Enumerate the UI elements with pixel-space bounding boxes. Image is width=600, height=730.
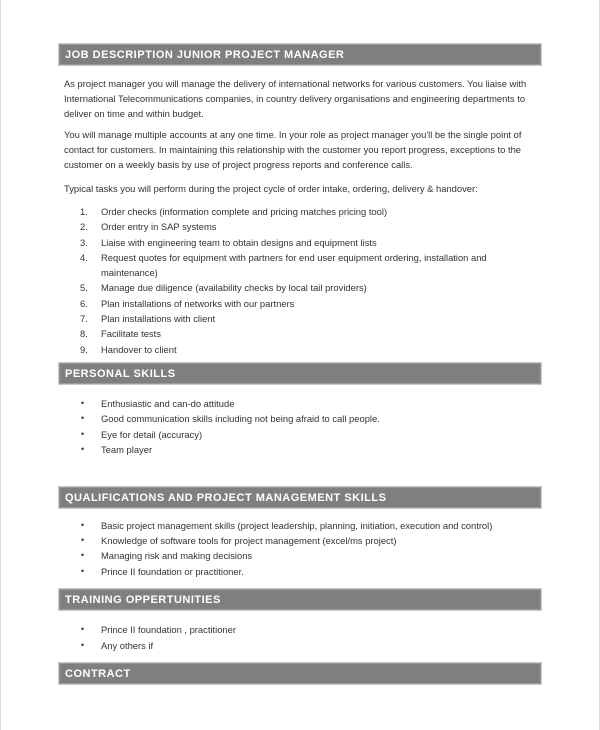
bullet-icon: • bbox=[81, 624, 85, 635]
section-header-personal-skills: PERSONAL SKILLS bbox=[59, 363, 541, 384]
list-item-text: Liaise with engineering team to obtain designs and equipment lists bbox=[101, 236, 377, 248]
list-number: 2. bbox=[80, 221, 88, 233]
bullet-icon: • bbox=[81, 550, 85, 561]
section-header-training: TRAINING OPPERTUNITIES bbox=[59, 589, 541, 610]
list-item bbox=[59, 638, 541, 653]
bullet-icon: • bbox=[81, 444, 85, 455]
list-item-text: Plan installations of networks with our partners bbox=[101, 297, 295, 309]
list-item bbox=[59, 326, 541, 341]
section-header-job-description: JOB DESCRIPTION JUNIOR PROJECT MANAGER bbox=[59, 44, 541, 65]
list-item-text: Handover to client bbox=[101, 343, 177, 355]
list-item bbox=[59, 442, 541, 457]
bullet-icon: • bbox=[81, 519, 85, 530]
qualifications-list bbox=[59, 518, 541, 580]
list-item bbox=[59, 250, 541, 281]
list-item bbox=[59, 396, 541, 411]
bullet-icon: • bbox=[81, 397, 85, 408]
list-item bbox=[59, 518, 541, 533]
list-item bbox=[59, 311, 541, 326]
list-number: 4. bbox=[80, 251, 88, 263]
list-item-text: Managing risk and making decisions bbox=[101, 550, 253, 562]
personal-skills-list bbox=[59, 396, 541, 458]
paragraph-intro: As project manager you will manage the delivery of international networks for various customers. You liaise with International Telecommunications companies, in country delivery organisations and engineering departments to deliver on time and within budget. bbox=[64, 78, 527, 119]
list-item bbox=[59, 548, 541, 563]
list-item bbox=[59, 564, 541, 579]
list-number: 3. bbox=[80, 236, 88, 248]
list-item-text: Facilitate tests bbox=[101, 328, 161, 340]
bullet-icon: • bbox=[81, 565, 85, 576]
list-item bbox=[59, 280, 541, 295]
list-number: 1. bbox=[80, 206, 88, 217]
list-item-text: Team player bbox=[101, 444, 153, 456]
bullet-icon: • bbox=[81, 413, 85, 424]
list-item bbox=[59, 342, 541, 357]
list-item bbox=[59, 411, 541, 426]
list-item bbox=[59, 296, 541, 311]
bullet-icon: • bbox=[81, 535, 85, 545]
list-item-text: Knowledge of software tools for project management (excel/ms project) bbox=[101, 535, 397, 546]
list-number: 7. bbox=[80, 313, 88, 325]
list-item-text: Plan installations with client bbox=[101, 313, 216, 325]
list-item-text: Eye for detail (accuracy) bbox=[101, 428, 203, 440]
list-number: 8. bbox=[80, 328, 88, 340]
list-number: 6. bbox=[80, 297, 88, 309]
section-header-contract: CONTRACT bbox=[59, 663, 541, 684]
bullet-icon: • bbox=[81, 428, 85, 439]
list-number: 5. bbox=[80, 282, 88, 294]
list-item bbox=[59, 533, 541, 548]
list-item bbox=[59, 235, 541, 250]
list-item bbox=[59, 427, 541, 442]
document-content bbox=[59, 44, 541, 684]
paragraph-accounts: You will manage multiple accounts at any one time. In your role as project manager you'll be the single point of contact for customers. In maintaining this relationship with the customer you report progress, exceptions to the customer on a weekly basis by use of project progress reports and conference calls. bbox=[64, 129, 522, 170]
list-item-text: Prince II foundation or practitioner. bbox=[101, 565, 244, 577]
list-item bbox=[59, 219, 541, 234]
training-list bbox=[59, 622, 541, 653]
bullet-icon: • bbox=[81, 639, 85, 650]
list-item bbox=[59, 622, 541, 637]
list-item-text: Any others if bbox=[101, 639, 154, 651]
list-item bbox=[59, 204, 541, 219]
list-item-text: Prince II foundation , practitioner bbox=[101, 624, 236, 636]
list-item-text: Enthusiastic and can-do attitude bbox=[101, 397, 235, 409]
list-item-text: Basic project management skills (project leadership, planning, initiation, execution and control) bbox=[101, 519, 493, 531]
task-list bbox=[59, 204, 541, 357]
list-item-text: Manage due diligence (availability checks by local tail providers) bbox=[101, 282, 367, 294]
list-item-text: Good communication skills including not being afraid to call people. bbox=[101, 413, 380, 425]
list-number: 9. bbox=[80, 343, 88, 355]
section-header-qualifications: QUALIFICATIONS AND PROJECT MANAGEMENT SKILLS bbox=[59, 487, 541, 508]
list-item-text: Order entry in SAP systems bbox=[101, 221, 217, 233]
list-item-text: Order checks (information complete and pricing matches pricing tool) bbox=[101, 206, 388, 217]
list-item-text: Request quotes for equipment with partners for end user equipment ordering, installation and maintenance) bbox=[101, 251, 487, 279]
paragraph-typical-tasks: Typical tasks you will perform during the project cycle of order intake, ordering, delivery & handover: bbox=[64, 183, 478, 194]
